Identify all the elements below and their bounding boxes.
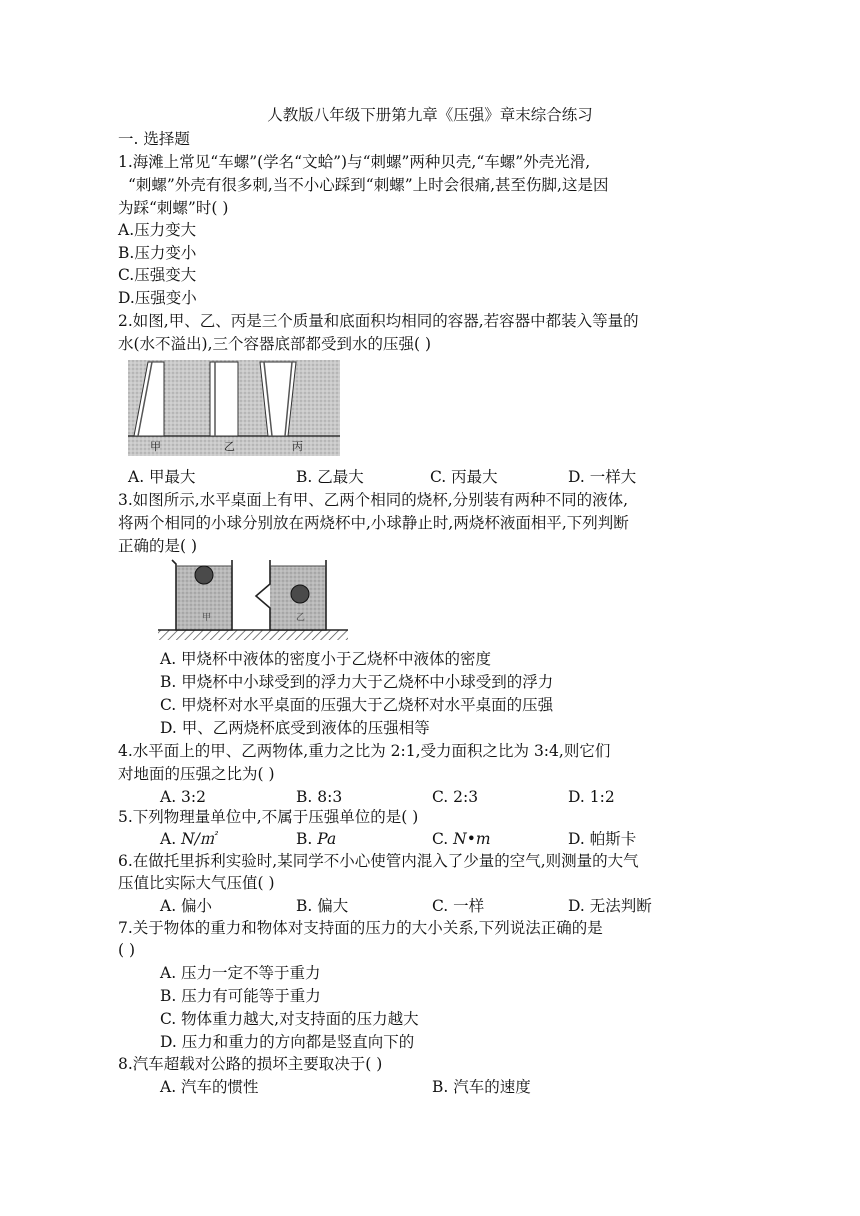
beaker-jia (172, 560, 232, 630)
q7-option-a: A. 压力一定不等于重力 (160, 964, 321, 982)
beaker-yi (256, 560, 326, 630)
label-yi: 乙 (224, 440, 235, 453)
q5-line-1: 5.下列物理量单位中,不属于压强单位的是( ) (118, 808, 419, 826)
q4-option-c: C. 2:3 (432, 788, 479, 806)
q4-option-d: D. 1:2 (568, 788, 615, 806)
q7-line-1: 7.关于物体的重力和物体对支持面的压力的大小关系,下列说法正确的是 (118, 919, 603, 937)
q3-line-3: 正确的是( ) (118, 537, 198, 555)
q1-line-1: 1.海滩上常见“车螺”(学名“文蛤”)与“刺螺”两种贝壳,“车螺”外壳光滑, (118, 153, 591, 171)
q5-option-c: C. N•m (432, 830, 491, 848)
q6-line-1: 6.在做托里拆利实验时,某同学不小心使管内混入了少量的空气,则测量的大气 (118, 852, 639, 870)
q3-line-1: 3.如图所示,水平桌面上有甲、乙两个相同的烧杯,分别装有两种不同的液体, (118, 491, 629, 509)
q5-option-a: A. N/㎡ (160, 830, 216, 848)
q1-line-2: “刺螺”外壳有很多刺,当不小心踩到“刺螺”上时会很痛,甚至伤脚,这是因 (128, 176, 609, 194)
q7-option-b: B. 压力有可能等于重力 (160, 987, 321, 1005)
q6-option-a: A. 偏小 (160, 897, 213, 915)
q2-option-a: A. 甲最大 (128, 468, 196, 486)
label-jia: 甲 (150, 440, 161, 453)
q6-line-2: 压值比实际大气压值( ) (118, 874, 275, 892)
q8-option-b: B. 汽车的速度 (432, 1078, 531, 1096)
q1-line-3: 为踩“刺螺”时( ) (118, 199, 229, 217)
q1-option-b: B.压力变小 (118, 244, 197, 262)
q5-option-d: D. 帕斯卡 (568, 830, 637, 848)
q3-option-d: D. 甲、乙两烧杯底受到液体的压强相等 (160, 719, 430, 737)
q2-option-d: D. 一样大 (568, 468, 637, 486)
q7-option-d: D. 压力和重力的方向都是竖直向下的 (160, 1033, 415, 1051)
q8-option-a: A. 汽车的惯性 (160, 1078, 259, 1096)
page-title: 人教版八年级下册第九章《压强》章末综合练习 (267, 106, 593, 124)
q6-option-d: D. 无法判断 (568, 897, 652, 915)
label-bing: 丙 (292, 440, 303, 453)
q3-option-c: C. 甲烧杯对水平桌面的压强大于乙烧杯对水平桌面的压强 (160, 696, 554, 714)
q1-option-d: D.压强变小 (118, 289, 197, 307)
q6-option-c: C. 一样 (432, 897, 485, 915)
q4-option-a: A. 3:2 (160, 788, 206, 806)
q4-line-2: 对地面的压强之比为( ) (118, 765, 275, 783)
label-beaker-yi: 乙 (296, 613, 306, 623)
label-beaker-jia: 甲 (202, 613, 212, 623)
q2-option-c: C. 丙最大 (430, 468, 498, 486)
q2-line-1: 2.如图,甲、乙、丙是三个质量和底面积均相同的容器,若容器中都装入等量的 (118, 312, 639, 330)
q8-line-1: 8.汽车超载对公路的损坏主要取决于( ) (118, 1055, 383, 1073)
q2-line-2: 水(水不溢出),三个容器底部都受到水的压强( ) (118, 335, 432, 353)
q3-line-2: 将两个相同的小球分别放在两烧杯中,小球静止时,两烧杯液面相平,下列判断 (118, 514, 629, 532)
q4-option-b: B. 8:3 (296, 788, 343, 806)
q3-option-b: B. 甲烧杯中小球受到的浮力大于乙烧杯中小球受到的浮力 (160, 673, 554, 691)
q6-option-b: B. 偏大 (296, 897, 349, 915)
q7-line-2: ( ) (118, 941, 136, 959)
q3-option-a: A. 甲烧杯中液体的密度小于乙烧杯中液体的密度 (160, 650, 492, 668)
q2-option-b: B. 乙最大 (296, 468, 364, 486)
q2-containers-figure (128, 360, 340, 456)
container-yi (210, 362, 238, 436)
q1-option-c: C.压强变大 (118, 266, 197, 284)
section-heading: 一. 选择题 (118, 130, 190, 148)
q5-option-b: B. Pa (296, 830, 337, 848)
q7-option-c: C. 物体重力越大,对支持面的压力越大 (160, 1010, 419, 1028)
q4-line-1: 4.水平面上的甲、乙两物体,重力之比为 2:1,受力面积之比为 3:4,则它们 (118, 742, 611, 760)
q3-beakers-figure (158, 556, 348, 642)
q1-option-a: A.压力变大 (118, 221, 197, 239)
